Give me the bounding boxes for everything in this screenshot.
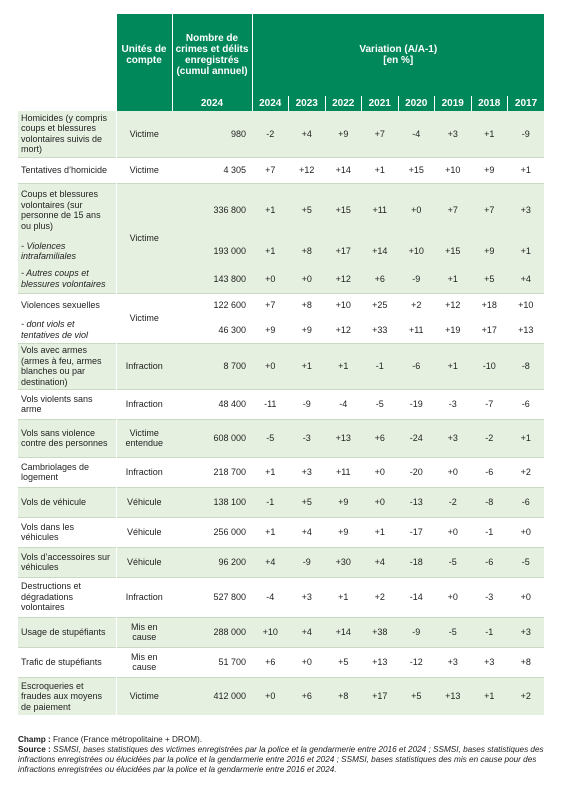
row-var: +9: [325, 487, 362, 517]
row-var: -3: [435, 389, 472, 419]
row-count: 980: [172, 111, 252, 157]
table-row: [18, 577, 544, 617]
row-var: +4: [289, 111, 326, 157]
row-var: +10: [508, 293, 545, 317]
row-var: +8: [325, 677, 362, 715]
row-var: +7: [362, 111, 399, 157]
row-var: +5: [398, 677, 435, 715]
row-var: +10: [252, 617, 289, 647]
row-var: -14: [398, 577, 435, 617]
row-label: Tentatives d’homicide: [18, 157, 116, 183]
champ-note: [18, 735, 548, 745]
row-var: +3: [508, 183, 545, 237]
row-var: -6: [398, 343, 435, 389]
row-var: +17: [362, 677, 399, 715]
row-count: 218 700: [172, 457, 252, 487]
row-var: +13: [362, 647, 399, 677]
table-row: [18, 457, 544, 487]
row-label: Violences sexuelles: [18, 293, 116, 317]
row-var: +14: [325, 157, 362, 183]
row-var: +0: [252, 265, 289, 293]
header-year: 2019: [435, 96, 472, 111]
row-unit: Véhicule: [116, 517, 172, 547]
row-var: +0: [435, 457, 472, 487]
row-var: -9: [289, 389, 326, 419]
header-count: Nombre de crimes et délits enregistrés (cumul annuel): [172, 14, 252, 96]
row-var: +15: [435, 237, 472, 265]
table-row: [18, 677, 544, 715]
row-var: +2: [508, 677, 545, 715]
row-label: Usage de stupéfiants: [18, 617, 116, 647]
row-var: -4: [398, 111, 435, 157]
row-var: +6: [362, 265, 399, 293]
row-var: -8: [471, 487, 508, 517]
row-var: +25: [362, 293, 399, 317]
header-count-year: 2024: [172, 96, 252, 111]
row-var: -1: [362, 343, 399, 389]
header-year: 2018: [471, 96, 508, 111]
row-var: +5: [471, 265, 508, 293]
row-var: +15: [398, 157, 435, 183]
row-label: Vols violents sans arme: [18, 389, 116, 419]
row-count: 138 100: [172, 487, 252, 517]
table-row: [18, 419, 544, 457]
row-count: 608 000: [172, 419, 252, 457]
row-var: -5: [252, 419, 289, 457]
row-label: - Autres coups et blessures volontaires: [18, 265, 116, 293]
row-var: +1: [252, 237, 289, 265]
row-var: +3: [289, 577, 326, 617]
row-label: Vols d’accessoires sur véhicules: [18, 547, 116, 577]
row-var: -4: [252, 577, 289, 617]
row-count: 48 400: [172, 389, 252, 419]
row-var: +12: [335, 324, 351, 335]
table-row: [18, 389, 544, 419]
row-var: -3: [289, 419, 326, 457]
row-var: +13: [435, 677, 472, 715]
header-year: 2022: [325, 96, 362, 111]
row-var: +1: [508, 419, 545, 457]
table-row: [18, 293, 544, 317]
row-var: +5: [325, 647, 362, 677]
table-row: [18, 317, 544, 343]
table-row: [18, 237, 544, 265]
row-var: +8: [508, 647, 545, 677]
row-var: -2: [471, 419, 508, 457]
row-var: +13: [518, 324, 534, 335]
row-var: +1: [252, 517, 289, 547]
row-var: +12: [325, 265, 362, 293]
row-var: +3: [508, 617, 545, 647]
row-var: +13: [325, 419, 362, 457]
row-count: 288 000: [172, 617, 252, 647]
table-row: [18, 111, 544, 157]
row-unit: Victime: [116, 293, 172, 343]
row-var: -11: [252, 389, 289, 419]
header-year: 2020: [398, 96, 435, 111]
row-unit: Victime: [116, 183, 172, 293]
row-var: +11: [325, 457, 362, 487]
table-row: [18, 183, 544, 237]
row-var: +15: [325, 183, 362, 237]
row-unit: Victime: [116, 157, 172, 183]
row-unit: Victime: [116, 677, 172, 715]
row-var: +17: [325, 237, 362, 265]
row-var: -12: [398, 647, 435, 677]
row-var: +1: [508, 237, 545, 265]
row-count: 8 700: [172, 343, 252, 389]
row-count: 96 200: [172, 547, 252, 577]
table-row: [18, 647, 544, 677]
row-var: -24: [398, 419, 435, 457]
source-text: SSMSI, bases statistiques des victimes enregistrées par la police et la gendarmerie entre 2016 et 2024 ; SSMSI, bases statistiques des infractions enregistrées ou élucidées par la police et la gendarmerie entre 2016 et 2024 ; SSMSI, bases statistiques des mis en cause pour des infractions enregistrées ou élucidées par la police et la gendarmerie entre 2016 et 2024.: [18, 745, 544, 774]
row-var: -5: [435, 547, 472, 577]
row-var: +4: [252, 547, 289, 577]
row-label: Homicides (y compris coups et blessures volontaires suivis de mort): [18, 111, 116, 157]
header-variation: Variation (A/A-1) [en %]: [252, 14, 544, 96]
row-count: 51 700: [172, 647, 252, 677]
header-blank: [18, 14, 116, 111]
row-var: +6: [289, 677, 326, 715]
row-var: +6: [362, 419, 399, 457]
row-var: +8: [289, 237, 326, 265]
row-label: Destructions et dégradations volontaires: [18, 577, 116, 617]
row-var: +11: [362, 183, 399, 237]
row-var: -7: [471, 389, 508, 419]
row-var: +2: [508, 457, 545, 487]
table-row: [18, 343, 544, 389]
row-var: +1: [471, 111, 508, 157]
crime-statistics-table: [18, 14, 544, 715]
row-var: +1: [471, 677, 508, 715]
row-unit: Véhicule: [116, 487, 172, 517]
row-var: -9: [398, 617, 435, 647]
row-var: -19: [398, 389, 435, 419]
row-var: +0: [435, 577, 472, 617]
row-var: +19: [445, 324, 461, 335]
row-var: -5: [362, 389, 399, 419]
row-var: +0: [362, 457, 399, 487]
row-var: -17: [398, 517, 435, 547]
row-var: +1: [325, 343, 362, 389]
row-var: -6: [471, 457, 508, 487]
row-var: +9: [265, 324, 276, 335]
champ-label: Champ :: [18, 735, 51, 744]
row-var: +7: [471, 183, 508, 237]
row-var: +2: [362, 577, 399, 617]
row-var: -8: [508, 343, 545, 389]
row-var: +3: [435, 647, 472, 677]
row-label: Vols de véhicule: [18, 487, 116, 517]
row-var: +9: [471, 237, 508, 265]
row-unit: Véhicule: [116, 547, 172, 577]
header-year: 2017: [508, 96, 545, 111]
row-var: +3: [289, 457, 326, 487]
row-var: +1: [362, 517, 399, 547]
row-count: 527 800: [172, 577, 252, 617]
row-var: -1: [471, 617, 508, 647]
row-count: 256 000: [172, 517, 252, 547]
row-var: +7: [252, 157, 289, 183]
row-var: -9: [289, 547, 326, 577]
row-var: +1: [508, 157, 545, 183]
row-var: -3: [471, 577, 508, 617]
row-var: +1: [252, 457, 289, 487]
row-var: +0: [398, 183, 435, 237]
row-var: +0: [508, 517, 545, 547]
row-var: -9: [508, 111, 545, 157]
header-year: 2024: [252, 96, 289, 111]
row-var: +0: [289, 265, 326, 293]
row-label: Escroqueries et fraudes aux moyens de paiement: [18, 677, 116, 715]
row-var: +9: [301, 324, 312, 335]
row-label: - dont viols et tentatives de viol: [21, 319, 89, 340]
row-unit: Victime entendue: [116, 419, 172, 457]
row-var: +18: [471, 293, 508, 317]
row-var: +1: [435, 343, 472, 389]
table-row: [18, 617, 544, 647]
source-label: Source :: [18, 745, 51, 754]
row-var: +7: [435, 183, 472, 237]
row-count: 143 800: [172, 265, 252, 293]
row-count: 46 300: [218, 324, 246, 335]
row-unit: Mis en cause: [116, 647, 172, 677]
row-var: -6: [508, 487, 545, 517]
row-var: +7: [252, 293, 289, 317]
row-var: -20: [398, 457, 435, 487]
row-var: +14: [362, 237, 399, 265]
row-var: +0: [362, 487, 399, 517]
row-var: -13: [398, 487, 435, 517]
table-row: [18, 517, 544, 547]
table-row: [18, 157, 544, 183]
row-var: +38: [362, 617, 399, 647]
row-var: +4: [289, 617, 326, 647]
row-unit: Mis en cause: [116, 617, 172, 647]
row-var: +9: [325, 111, 362, 157]
header-units: Unités de compte: [116, 14, 172, 96]
row-var: +0: [252, 343, 289, 389]
table-footnote: [18, 735, 548, 775]
row-var: -6: [508, 389, 545, 419]
row-var: +4: [289, 517, 326, 547]
row-label: Vols dans les véhicules: [18, 517, 116, 547]
row-var: +1: [289, 343, 326, 389]
row-label: Coups et blessures volontaires (sur personne de 15 ans ou plus): [18, 183, 116, 237]
row-var: -1: [471, 517, 508, 547]
row-var: +0: [252, 677, 289, 715]
row-var: +0: [508, 577, 545, 617]
row-var: -10: [471, 343, 508, 389]
row-var: +5: [289, 183, 326, 237]
row-label: Vols avec armes (armes à feu, armes blanches ou par destination): [18, 343, 116, 389]
row-var: +1: [252, 183, 289, 237]
row-count: 412 000: [172, 677, 252, 715]
row-var: +10: [325, 293, 362, 317]
row-var: -6: [471, 547, 508, 577]
row-var: -2: [435, 487, 472, 517]
row-count: 122 600: [172, 293, 252, 317]
row-var: +3: [471, 647, 508, 677]
row-var: +2: [398, 293, 435, 317]
row-var: +14: [325, 617, 362, 647]
row-var: +3: [435, 419, 472, 457]
row-unit: Infraction: [116, 577, 172, 617]
header-units-blank: [116, 96, 172, 111]
row-var: +9: [325, 517, 362, 547]
row-var: -5: [435, 617, 472, 647]
row-var: +30: [325, 547, 362, 577]
row-var: +10: [435, 157, 472, 183]
row-var: -2: [252, 111, 289, 157]
row-var: +17: [481, 324, 497, 335]
row-var: +1: [362, 157, 399, 183]
row-count: 4 305: [172, 157, 252, 183]
row-var: -9: [398, 265, 435, 293]
row-var: +0: [289, 647, 326, 677]
row-var: -18: [398, 547, 435, 577]
row-var: -5: [508, 547, 545, 577]
row-var: +4: [508, 265, 545, 293]
champ-text: France (France métropolitaine + DROM).: [50, 735, 203, 744]
row-count: 193 000: [172, 237, 252, 265]
row-var: +1: [325, 577, 362, 617]
header-year: 2023: [289, 96, 326, 111]
row-var: +9: [471, 157, 508, 183]
row-label: - Violences intrafamiliales: [18, 237, 116, 265]
row-var: -4: [325, 389, 362, 419]
row-unit: Infraction: [116, 457, 172, 487]
row-unit: Infraction: [116, 389, 172, 419]
row-var: +12: [435, 293, 472, 317]
row-var: +6: [252, 647, 289, 677]
row-var: +8: [289, 293, 326, 317]
row-var: +33: [372, 324, 388, 335]
row-label: Vols sans violence contre des personnes: [18, 419, 116, 457]
row-count: 336 800: [172, 183, 252, 237]
row-unit: Victime: [116, 111, 172, 157]
row-var: -1: [252, 487, 289, 517]
row-var: +10: [398, 237, 435, 265]
header-year: 2021: [362, 96, 399, 111]
table-row: [18, 487, 544, 517]
row-var: +11: [408, 324, 424, 335]
row-unit: Infraction: [116, 343, 172, 389]
row-label: Cambriolages de logement: [18, 457, 116, 487]
row-var: +0: [435, 517, 472, 547]
row-var: +12: [289, 157, 326, 183]
row-var: +5: [289, 487, 326, 517]
row-label: Trafic de stupéfiants: [18, 647, 116, 677]
table-row: [18, 265, 544, 293]
source-note: [18, 745, 548, 775]
row-var: +1: [435, 265, 472, 293]
row-var: +4: [362, 547, 399, 577]
table-row: [18, 547, 544, 577]
row-var: +3: [435, 111, 472, 157]
